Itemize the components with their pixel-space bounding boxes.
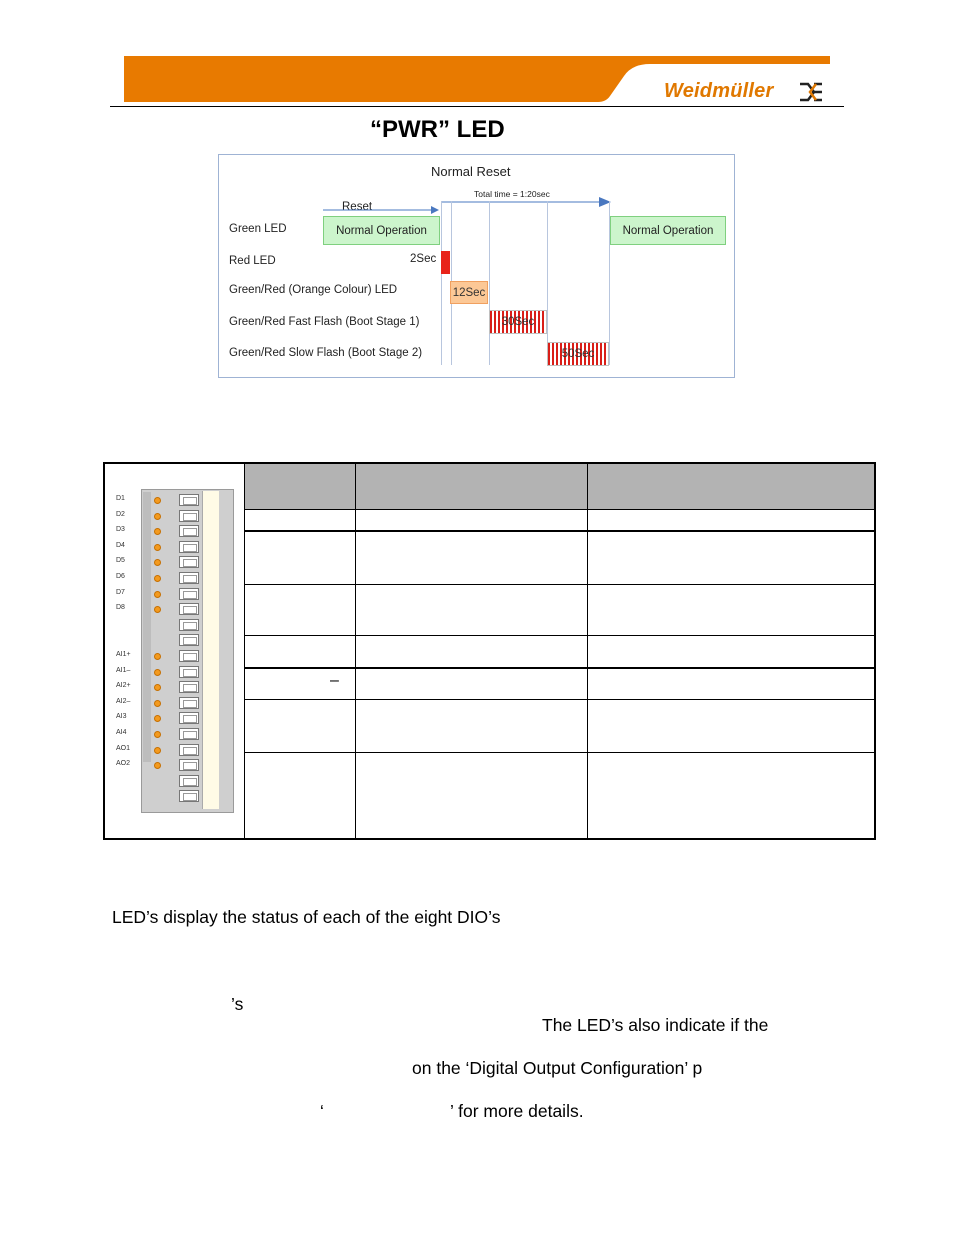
terminal-screw-icon xyxy=(179,728,199,740)
table-header-row xyxy=(245,464,874,509)
weidmuller-logo-icon xyxy=(798,81,824,103)
terminal-screw-icon xyxy=(179,650,199,662)
row-label-green: Green LED xyxy=(229,223,287,235)
terminal-screw-icon xyxy=(179,697,199,709)
terminal-label: AO1 xyxy=(116,744,131,752)
status-led-icon xyxy=(154,591,161,598)
terminal-label: AI3 xyxy=(116,713,127,721)
row-divider xyxy=(245,530,874,532)
terminal-label: D3 xyxy=(116,526,125,534)
terminal-screw-icon xyxy=(179,525,199,537)
body-line-4: ’ for more details. xyxy=(450,1101,584,1121)
terminal-label: D5 xyxy=(116,557,125,565)
row-divider xyxy=(245,667,874,669)
total-time-arrow xyxy=(441,197,613,207)
red-led-bar xyxy=(441,251,450,274)
status-led-icon xyxy=(154,669,161,676)
section-title: “PWR” LED xyxy=(370,116,505,143)
normal-operation-box-right: Normal Operation xyxy=(610,216,726,245)
body-line-2: The LED’s also indicate if the xyxy=(542,1015,769,1035)
row-label-red: Red LED xyxy=(229,255,276,267)
terminal-label: D2 xyxy=(116,510,125,518)
guide-line xyxy=(441,201,442,365)
terminal-screw-icon xyxy=(179,759,199,771)
terminal-label: AI2+ xyxy=(116,682,131,690)
reset-label: Reset xyxy=(342,201,373,213)
row-divider xyxy=(245,635,874,636)
status-led-icon xyxy=(154,544,161,551)
terminal-label: AI2– xyxy=(116,697,131,705)
red-duration-label: 2Sec xyxy=(410,253,437,265)
body-quote-open: ‘ xyxy=(320,1101,324,1121)
terminal-label: D8 xyxy=(116,604,125,612)
diagram-title: Normal Reset xyxy=(431,164,511,179)
terminal-label: AI4 xyxy=(116,729,127,736)
status-led-icon xyxy=(154,575,161,582)
row-label-orange: Green/Red (Orange Colour) LED xyxy=(229,284,398,296)
guide-line xyxy=(547,201,548,365)
terminal-strip xyxy=(202,491,219,809)
body-line-1: LED’s display the status of each of the eight DIO’s xyxy=(112,907,501,927)
terminal-screw-icon xyxy=(179,556,199,568)
terminal-label: AO2 xyxy=(116,760,131,768)
led-status-table xyxy=(103,462,876,840)
normal-operation-box-left: Normal Operation xyxy=(323,216,440,245)
terminal-screw-icon xyxy=(179,790,199,802)
terminal-screw-icon xyxy=(179,603,199,615)
terminal-screw-icon xyxy=(179,666,199,678)
terminal-screw-icon xyxy=(179,494,199,506)
terminal-screw-icon xyxy=(179,744,199,756)
pwr-led-timing-diagram xyxy=(218,154,735,378)
status-led-icon xyxy=(154,497,161,504)
terminal-screw-icon xyxy=(179,588,199,600)
body-fragment-s: ’s xyxy=(231,994,244,1014)
status-led-icon xyxy=(154,731,161,738)
terminal-label: D7 xyxy=(116,588,125,596)
terminal-screw-icon xyxy=(179,619,199,631)
terminal-screw-icon xyxy=(179,775,199,787)
column-divider xyxy=(587,464,588,838)
terminal-screw-icon xyxy=(179,634,199,646)
total-time-label: Total time = 1:20sec xyxy=(474,189,550,199)
terminal-label: D6 xyxy=(116,573,125,580)
terminal-screw-icon xyxy=(179,541,199,553)
row-divider xyxy=(245,752,874,753)
row-label-slow-flash: Green/Red Slow Flash (Boot Stage 2) xyxy=(229,347,423,359)
terminal-label: AI1+ xyxy=(116,651,131,658)
status-led-icon xyxy=(154,653,161,660)
table-dash: – xyxy=(330,672,339,689)
terminal-label: D4 xyxy=(116,541,125,549)
status-led-icon xyxy=(154,700,161,707)
terminal-screw-icon xyxy=(179,681,199,693)
orange-led-bar: 12Sec xyxy=(450,281,488,304)
column-divider xyxy=(355,464,356,838)
terminal-screw-icon xyxy=(179,712,199,724)
slow-flash-bar: 50Sec xyxy=(547,342,609,366)
reset-arrow xyxy=(323,206,441,214)
row-divider xyxy=(245,699,874,700)
status-led-icon xyxy=(154,747,161,754)
header-rule xyxy=(110,106,844,107)
status-led-icon xyxy=(154,513,161,520)
column-divider xyxy=(244,464,245,838)
guide-line xyxy=(489,201,490,365)
terminal-screw-icon xyxy=(179,572,199,584)
terminal-label: AI1– xyxy=(116,666,131,674)
terminal-screw-icon xyxy=(179,510,199,522)
terminal-rail xyxy=(143,492,151,762)
row-divider xyxy=(245,509,874,510)
row-label-fast-flash: Green/Red Fast Flash (Boot Stage 1) xyxy=(229,316,420,328)
fast-flash-bar: 30Sec xyxy=(489,310,547,334)
row-divider xyxy=(245,584,874,585)
terminal-label: D1 xyxy=(116,495,125,502)
brand-name: Weidmüller xyxy=(664,80,774,102)
body-line-3: on the ‘Digital Output Configuration’ p xyxy=(412,1058,703,1078)
